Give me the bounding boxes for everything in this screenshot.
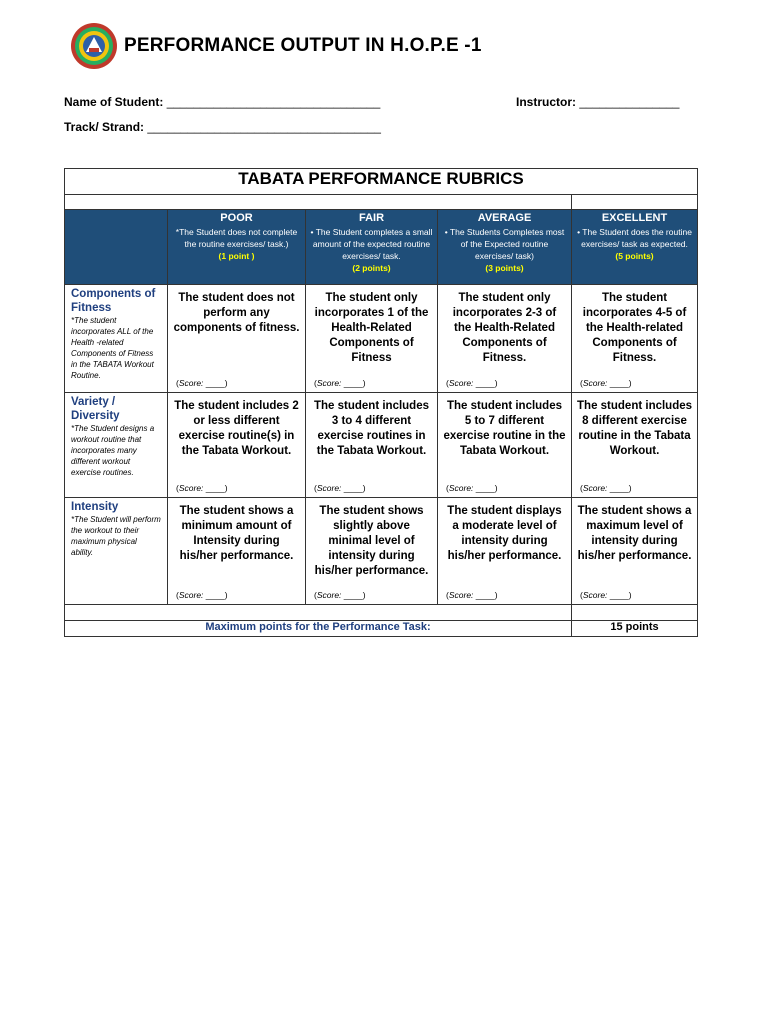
score-blank[interactable]: (Score: ____) — [446, 590, 498, 600]
page-title: PERFORMANCE OUTPUT IN H.O.P.E -1 — [124, 35, 482, 56]
score-line: ____ — [343, 378, 363, 388]
rubric-table — [64, 168, 698, 637]
rubric-cell — [572, 393, 698, 498]
criterion-name: Intensity — [71, 501, 119, 513]
criterion-note: *The Student will perform the workout to their maximum physical ability. — [71, 515, 161, 557]
criterion-row-variety — [65, 393, 698, 498]
cell-text: The student does not perform any components of fitness. — [173, 292, 300, 334]
rubric-cell — [572, 285, 698, 393]
criterion-row-components — [65, 285, 698, 393]
score-blank[interactable]: (Score: ____) — [314, 590, 366, 600]
score-line: ____ — [609, 378, 629, 388]
spacer-cell — [65, 605, 572, 621]
document-header — [70, 24, 482, 68]
score-blank[interactable]: (Score: ____) — [446, 483, 498, 493]
score-blank[interactable]: (Score: ____) — [314, 483, 366, 493]
cell-text: The student includes 2 or less different exercise routine(s) in the Tabata Workout. — [174, 400, 299, 457]
score-label: Score: — [178, 590, 204, 600]
level-desc: *The Student does not complete the routine exercises/ task.) — [175, 227, 298, 249]
score-line: ____ — [475, 590, 495, 600]
student-name-line: ________________________________ — [166, 95, 381, 109]
cell-text: The student only incorporates 1 of the Health-Related Components of Fitness — [314, 292, 429, 364]
score-label: Score: — [316, 483, 342, 493]
level-name: EXCELLENT — [601, 212, 668, 224]
student-name-field[interactable] — [64, 95, 380, 109]
level-desc: • The Student does the routine exercises/ task as expected. — [577, 227, 692, 249]
level-name: AVERAGE — [477, 212, 532, 224]
criterion-note: *The Student designs a workout routine that incorporates many different workout exercise routines. — [71, 424, 155, 477]
level-header-poor — [168, 210, 306, 285]
school-logo-icon — [70, 22, 118, 70]
cell-text: The student incorporates 4-5 of the Health-related Components of Fitness. — [582, 292, 687, 364]
score-label: Score: — [582, 378, 608, 388]
score-blank[interactable]: (Score: ____) — [446, 378, 498, 388]
score-blank[interactable]: (Score: ____) — [314, 378, 366, 388]
score-blank[interactable]: (Score: ____) — [580, 483, 632, 493]
level-desc: • The Students Completes most of the Expected routine exercises/ task) — [444, 227, 565, 261]
criteria-header-cell — [65, 210, 168, 285]
rubric-cell — [572, 498, 698, 605]
score-blank[interactable]: (Score: ____) — [176, 378, 228, 388]
level-header-fair — [306, 210, 438, 285]
instructor-label: Instructor: — [516, 95, 576, 109]
criterion-cell — [65, 285, 168, 393]
score-line: ____ — [343, 590, 363, 600]
score-blank[interactable]: (Score: ____) — [176, 483, 228, 493]
level-header-average — [438, 210, 572, 285]
score-line: ____ — [609, 590, 629, 600]
instructor-line: _______________ — [579, 95, 680, 109]
spacer-cell — [65, 195, 572, 210]
score-line: ____ — [475, 483, 495, 493]
score-label: Score: — [448, 590, 474, 600]
score-label: Score: — [448, 483, 474, 493]
score-label: Score: — [448, 378, 474, 388]
level-name: POOR — [220, 212, 253, 224]
rubric-cell — [168, 285, 306, 393]
track-strand-line: ___________________________________ — [147, 120, 381, 134]
rubric-cell — [168, 498, 306, 605]
level-points: (1 point ) — [218, 251, 255, 261]
rubric-cell — [306, 285, 438, 393]
rubric-cell — [306, 393, 438, 498]
cell-text: The student only incorporates 2-3 of the Health-Related Components of Fitness. — [452, 292, 557, 364]
cell-text: The student includes 8 different exercise routine in the Tabata Workout. — [577, 400, 693, 457]
score-blank[interactable]: (Score: ____) — [176, 590, 228, 600]
score-blank[interactable]: (Score: ____) — [580, 378, 632, 388]
level-name: FAIR — [358, 212, 385, 224]
instructor-field[interactable] — [516, 95, 679, 109]
rubric-cell — [306, 498, 438, 605]
criterion-row-intensity — [65, 498, 698, 605]
criterion-cell — [65, 498, 168, 605]
rubric-cell — [438, 285, 572, 393]
total-value: 15 points — [572, 621, 698, 637]
score-line: ____ — [609, 483, 629, 493]
score-line: ____ — [205, 590, 225, 600]
cell-text: The student shows a maximum level of intensity during his/her performance. — [577, 505, 692, 562]
level-header-excellent — [572, 210, 698, 285]
score-label: Score: — [316, 590, 342, 600]
criterion-note: *The student incorporates ALL of the Health -related Components of Fitness in the TABATA Workout Routine. — [71, 316, 154, 380]
rubric-title: TABATA PERFORMANCE RUBRICS — [65, 169, 698, 195]
score-line: ____ — [205, 483, 225, 493]
cell-text: The student shows slightly above minimal level of intensity during his/her performance. — [314, 505, 429, 577]
score-label: Score: — [582, 590, 608, 600]
track-strand-field[interactable] — [64, 120, 381, 134]
spacer-cell — [572, 605, 698, 621]
rubric-cell — [438, 498, 572, 605]
score-blank[interactable]: (Score: ____) — [580, 590, 632, 600]
level-points: (3 points) — [485, 263, 524, 273]
criterion-cell — [65, 393, 168, 498]
cell-text: The student includes 3 to 4 different exercise routines in the Tabata Workout. — [313, 400, 429, 457]
score-label: Score: — [316, 378, 342, 388]
score-line: ____ — [205, 378, 225, 388]
score-label: Score: — [178, 378, 204, 388]
rubric-cell — [168, 393, 306, 498]
track-strand-label: Track/ Strand: — [64, 120, 145, 134]
level-points: (2 points) — [352, 263, 391, 273]
rubric-cell — [438, 393, 572, 498]
total-row — [65, 621, 698, 637]
level-desc: • The Student completes a small amount of the expected routine exercises/ task. — [310, 227, 433, 261]
cell-text: The student displays a moderate level of intensity during his/her performance. — [447, 505, 562, 562]
cell-text: The student shows a minimum amount of Intensity during his/her performance. — [179, 505, 294, 562]
total-label: Maximum points for the Performance Task: — [65, 621, 572, 637]
student-name-label: Name of Student: — [64, 95, 164, 109]
score-line: ____ — [343, 483, 363, 493]
criterion-name: Variety / Diversity — [71, 396, 120, 422]
score-label: Score: — [582, 483, 608, 493]
criterion-name: Components of Fitness — [71, 288, 156, 314]
score-line: ____ — [475, 378, 495, 388]
cell-text: The student includes 5 to 7 different exercise routine in the Tabata Workout. — [443, 400, 566, 457]
score-label: Score: — [178, 483, 204, 493]
level-points: (5 points) — [615, 251, 654, 261]
spacer-cell — [572, 195, 698, 210]
